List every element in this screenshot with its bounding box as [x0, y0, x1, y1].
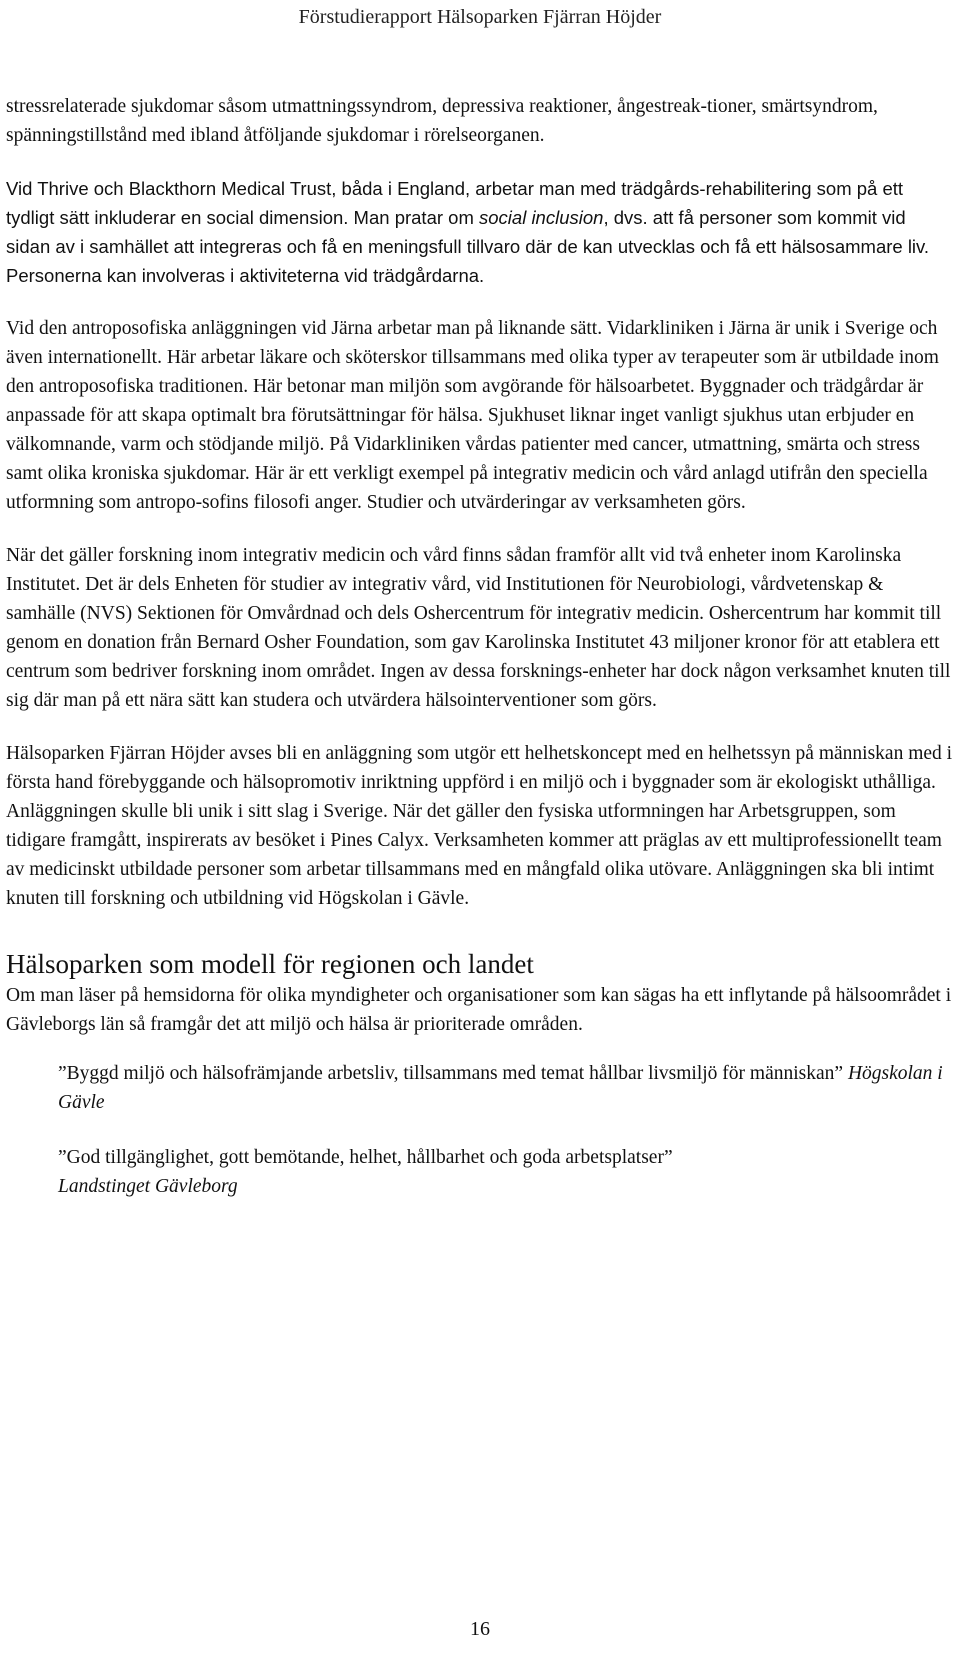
- quote-item: [58, 1143, 954, 1201]
- quote-list: [6, 1059, 954, 1201]
- paragraph-stress-diseases: stressrelaterade sjukdomar såsom utmattningssyndrom, depressiva reaktioner, ångestreak-tioner, smärtsyndrom, spänningstillstånd med ibland åtföljande sjukdomar i rörelseorganen.: [6, 96, 878, 146]
- emphasized-term: social inclusion: [479, 207, 604, 228]
- quote-text: ”Byggd miljö och hälsofrämjande arbetsliv, tillsammans med temat hållbar livsmiljö för människan”: [58, 1063, 844, 1084]
- paragraph-jarna-vidarkliniken: Vid den antroposofiska anläggningen vid Järna arbetar man på liknande sätt. Vidarkliniken i Järna är unik i Sverige och även internationellt. Här arbetar läkare och sköterskor tillsammans med olika typer av terapeuter som är utbildade inom den antroposofiska traditionen. Här betonar man miljön som avgörande för hälsoarbetet. Byggnader och trädgårdar är anpassade för att skapa optimalt bra förutsättningar för hälsa. Sjukhuset liknar inget vanligt sjukhus utan erbjuder en välkomnande, varm och stödjande miljö. På Vidarkliniken vårdas patienter med cancer, utmattning, smärta och stress samt olika kroniska sjukdomar. Här är ett verkligt exempel på integrativ medicin och vård anlagd utifrån den speciella utformning som antropo-sofins filosofi anger. Studier och utvärderingar av verksamheten görs.: [6, 318, 939, 513]
- section-heading: Hälsoparken som modell för regionen och landet: [6, 949, 534, 979]
- quote-text: ”God tillgänglighet, gott bemötande, helhet, hållbarhet och goda arbetsplatser”: [58, 1147, 673, 1168]
- paragraph-text: , dvs. att få personer som kommit vid sidan av i samhället att integreras och få en meningsfull tillvaro där de kan utvecklas och få ett hälsosammare liv. Personerna kan involveras i aktiviteterna vid trädgårdarna.: [6, 207, 930, 286]
- section-intro: Om man läser på hemsidorna för olika myndigheter och organisationer som kan sägas ha ett inflytande på hälsoområdet i Gävleborgs län så framgår det att miljö och hälsa är prioriterade områden.: [6, 985, 952, 1035]
- quote-source: Högskolan i Gävle: [58, 1063, 943, 1113]
- paragraph-halsoparken-concept: Hälsoparken Fjärran Höjder avses bli en anläggning som utgör ett helhetskoncept med en helhetssyn på människan med i första hand förebyggande och hälsopromotiv inriktning uppförd i en miljö och i byggnader som är ekologiskt uthålliga. Anläggningen skulle bli unik i sitt slag i Sverige. När det gäller den fysiska utformningen har Arbetsgruppen, som tidigare framgått, inspirerats av besöket i Pines Calyx. Verksamheten kommer att präglas av ett multiprofessionellt team av medicinskt utbildade personer som arbetar tillsammans med en mångfald olika utövare. Anläggningen ska bli intimt knuten till forskning och utbildning vid Högskolan i Gävle.: [6, 743, 953, 909]
- paragraph-text: Vid Thrive och Blackthorn Medical Trust, båda i England, arbetar man med trädgårds-rehabilitering som på ett tydligt sätt inkluderar en social dimension. Man pratar om: [6, 178, 904, 228]
- paragraph-thrive-blackthorn: [6, 174, 954, 290]
- page-number: 16: [470, 1618, 490, 1640]
- page-content: [6, 92, 954, 1227]
- running-header: Förstudierapport Hälsoparken Fjärran Höjder: [298, 6, 662, 28]
- quote-source: Landstinget Gävleborg: [58, 1176, 238, 1197]
- paragraph-karolinska-research: När det gäller forskning inom integrativ medicin och vård finns sådan framför allt vid två enheter inom Karolinska Institutet. Det är dels Enheten för studier av integrativ vård, vid Institutionen för Neurobiologi, vårdvetenskap & samhälle (NVS) Sektionen för Omvårdnad och dels Oshercentrum för integrativ medicin. Oshercentrum har kommit till genom en donation från Bernard Osher Foundation, som gav Karolinska Institutet 43 miljoner kronor för att etablera ett centrum som bedriver forskning inom området. Ingen av dessa forsknings-enheter har dock någon verksamhet knuten till sig där man på ett nära sätt kan studera och utvärdera hälsointerventioner som görs.: [6, 545, 951, 711]
- quote-item: [58, 1059, 954, 1117]
